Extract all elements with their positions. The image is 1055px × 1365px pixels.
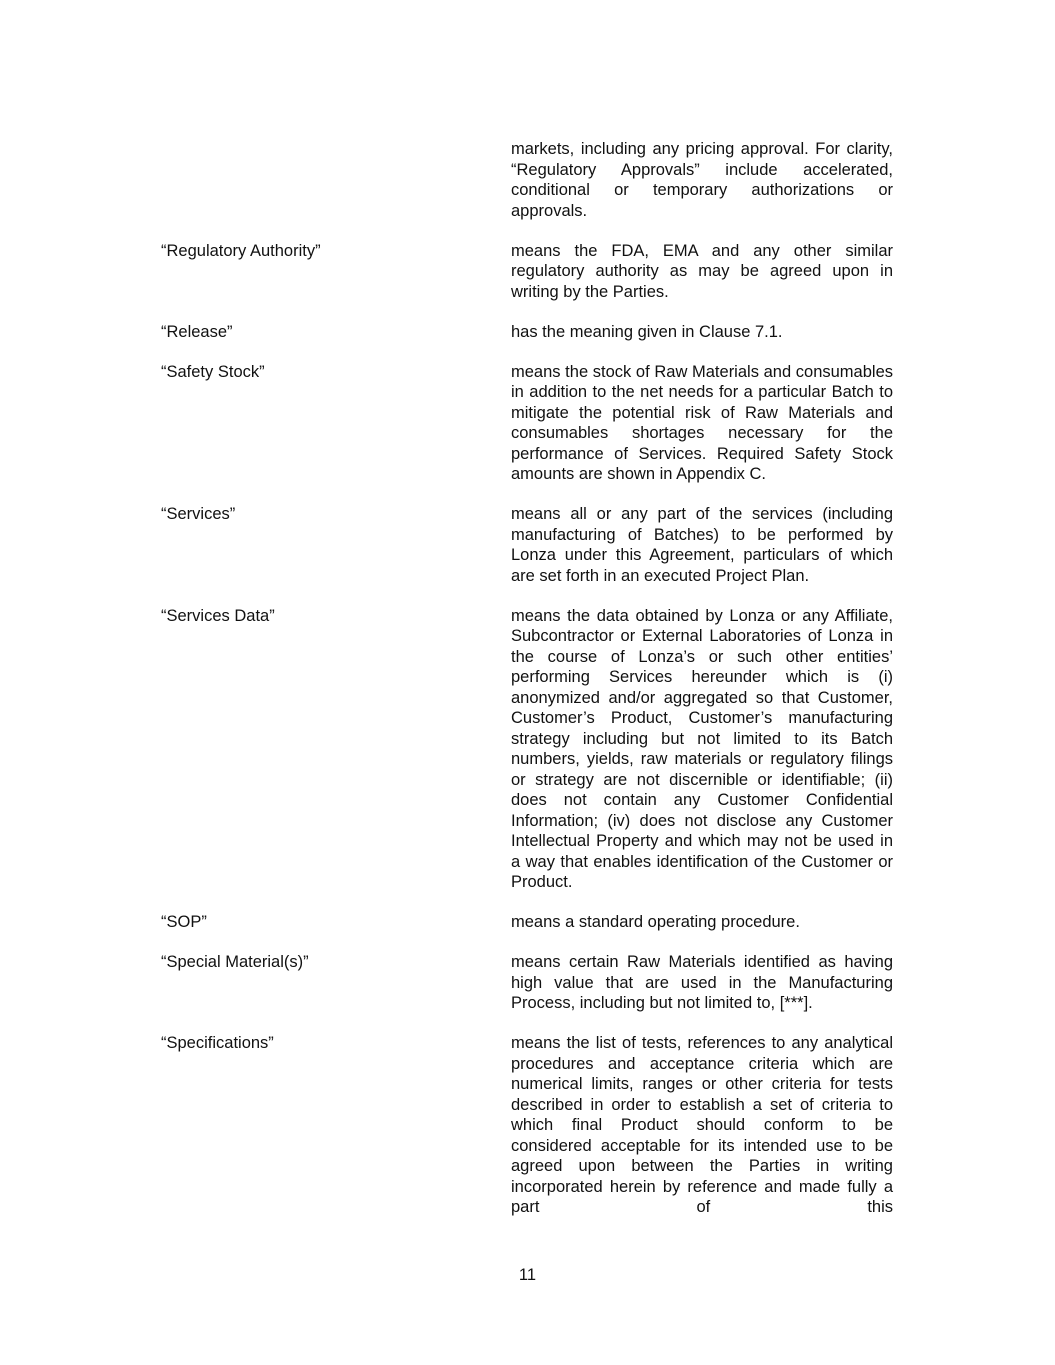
definition-meaning: means the FDA, EMA and any other similar regulatory authority as may be agreed upon in writing by the Parties. (511, 241, 893, 301)
definition-row (161, 606, 893, 893)
definition-term: “Services” (161, 505, 236, 523)
definition-meaning: means the list of tests, references to any analytical procedures and acceptance criteria which are numerical limits, ranges or other criteria for tests described in order to establish a set of criteria to which final Product should conform to be considered acceptable for its intended use to be agreed upon between the Parties in writing incorporated herein by reference and made fully a part of this (511, 1034, 893, 1216)
definition-meaning: markets, including any pricing approval. For clarity, “Regulatory Approvals” include accelerated, conditional or temporary authorizations or approvals. (511, 140, 893, 220)
definition-row (161, 1033, 893, 1218)
definition-row (161, 322, 893, 343)
definition-term: “Release” (161, 322, 233, 341)
definition-row (161, 139, 893, 221)
definition-row (161, 952, 893, 1014)
definitions-list (161, 139, 893, 1237)
definition-row (161, 912, 893, 933)
definition-row (161, 241, 893, 303)
definition-row (161, 362, 893, 485)
definition-meaning: means a standard operating procedure. (511, 913, 800, 931)
definition-meaning: means the stock of Raw Materials and consumables in addition to the net needs for a particular Batch to mitigate the potential risk of Raw Materials and consumables shortages necessary for the performance of Services. Required Safety Stock amounts are shown in Appendix C. (511, 362, 893, 483)
definition-meaning: has the meaning given in Clause 7.1. (511, 322, 783, 341)
page-number: 11 (518, 1266, 537, 1284)
definition-meaning: means all or any part of the services (including manufacturing of Batches) to be performed by Lonza under this Agreement, particulars of which are set forth in an executed Project Plan. (511, 505, 893, 585)
definition-meaning: means the data obtained by Lonza or any Affiliate, Subcontractor or External Laboratories of Lonza in the course of Lonza’s or such other entities’ performing Services hereunder which is (i) anonymized and/or aggregated so that Customer, Customer’s Product, Customer’s manufacturing strategy including but not limited to its Batch numbers, yields, raw materials or regulatory filings or strategy are not discernible or identifiable; (ii) does not contain any Customer Confidential Information; (iv) does not disclose any Customer Intellectual Property and which may not be used in a way that enables identification of the Customer or Product. (511, 606, 893, 891)
definition-meaning: means certain Raw Materials identified as having high value that are used in the Manufacturing Process, including but not limited to, [***]. (511, 953, 893, 1012)
definition-term: “Safety Stock” (161, 362, 265, 381)
definition-term: “SOP” (161, 913, 207, 931)
definition-term: “Special Material(s)” (161, 953, 309, 971)
definition-term: “Regulatory Authority” (161, 241, 321, 260)
definition-row (161, 504, 893, 586)
definition-term: “Services Data” (161, 606, 275, 625)
definition-term: “Specifications” (161, 1034, 274, 1052)
